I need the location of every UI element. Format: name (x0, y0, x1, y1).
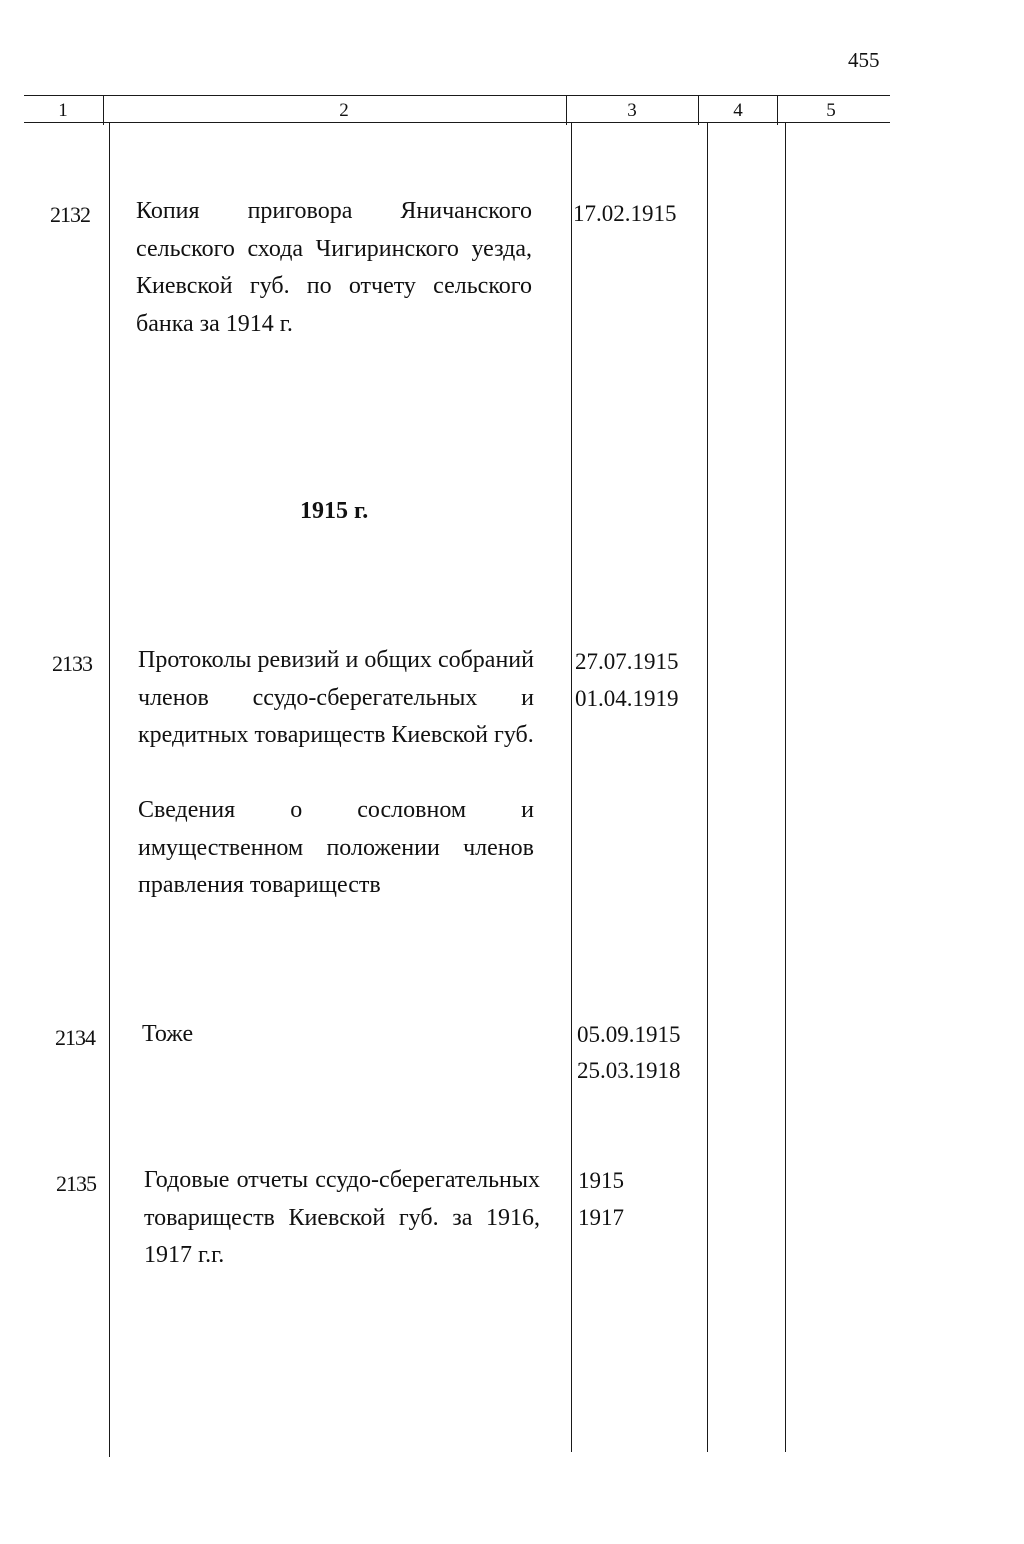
column-divider-1 (103, 95, 104, 125)
entry-date: 01.04.1919 (575, 686, 679, 711)
entry-date: 1915 (578, 1168, 624, 1193)
column-header-2: 2 (339, 100, 349, 121)
header-top-rule (24, 95, 890, 96)
entry-date: 27.07.1915 (575, 649, 679, 674)
column-header-1: 1 (58, 100, 68, 121)
entry-number: 2135 (56, 1171, 96, 1196)
entry-description: Протоколы ревизий и общих собраний членов ссудо-сберегательных и кредитных товариществ Киевской губ. (138, 647, 534, 748)
header-bottom-rule (24, 122, 890, 123)
entry-description-continued: Сведения о сословном и имущественном положении членов правления товариществ (138, 797, 534, 898)
column-header-3: 3 (627, 100, 637, 121)
column-divider-3-body (707, 122, 708, 1452)
column-divider-2 (566, 95, 567, 125)
column-divider-4 (777, 95, 778, 125)
column-divider-1-body (109, 122, 110, 1457)
entry-date: 17.02.1915 (573, 201, 677, 226)
page-number: 455 (848, 48, 880, 72)
year-heading: 1915 г. (300, 498, 369, 524)
entry-number: 2133 (52, 651, 92, 676)
column-divider-3 (698, 95, 699, 125)
column-divider-4-body (785, 122, 786, 1452)
entry-date: 25.03.1918 (577, 1058, 681, 1083)
entry-description: Годовые отчеты ссудо-сберегательных товариществ Киевской губ. за 1916, 1917 г.г. (144, 1167, 540, 1268)
entry-number: 2132 (50, 202, 90, 227)
column-header-4: 4 (733, 100, 743, 121)
column-divider-2-body (571, 122, 572, 1452)
entry-number: 2134 (55, 1025, 95, 1050)
column-header-5: 5 (826, 100, 836, 121)
entry-description: Копия приговора Яничанского сельского схода Чигиринского уезда, Киевской губ. по отчету сельского банка за 1914 г. (136, 198, 532, 337)
entry-date: 1917 (578, 1205, 624, 1230)
entry-date: 05.09.1915 (577, 1022, 681, 1047)
entry-description: Тоже (142, 1021, 194, 1047)
